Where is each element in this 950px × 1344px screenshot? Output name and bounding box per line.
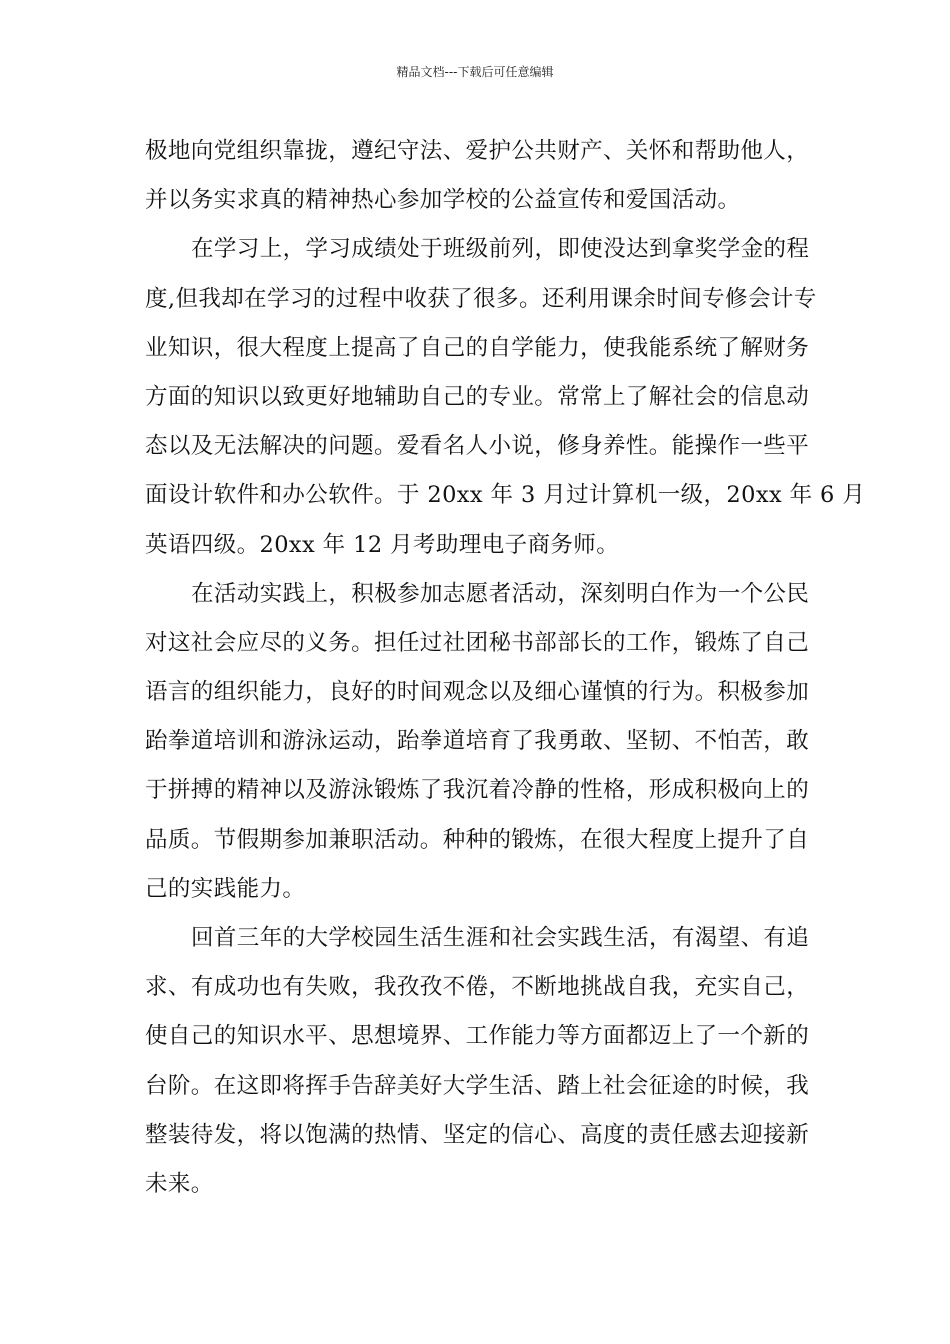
text-line: 英语四级。20xx 年 12 月考助理电子商务师。 (145, 531, 620, 558)
page-header: 精品文档---下载后可任意编辑 (396, 65, 554, 79)
text-line: 对这社会应尽的义务。担任过社团秘书部部长的工作，锻炼了自己 (145, 629, 810, 656)
text-line: 业知识，很大程度上提高了自己的自学能力，使我能系统了解财务 (145, 334, 810, 361)
text-line: 方面的知识以致更好地辅助自己的专业。常常上了解社会的信息动 (145, 383, 810, 410)
text-line: 面设计软件和办公软件。于 20xx 年 3 月过计算机一级，20xx 年 6 月 (145, 482, 866, 509)
text-line: 态以及无法解决的问题。爱看名人小说，修身养性。能操作一些平 (145, 433, 810, 460)
text-line: 使自己的知识水平、思想境界、工作能力等方面都迈上了一个新的 (145, 1023, 810, 1050)
text-line: 整装待发，将以饱满的热情、坚定的信心、高度的责任感去迎接新 (145, 1121, 810, 1148)
paragraph-activity-line: 在活动实践上，积极参加志愿者活动，深刻明白作为一个公民 (191, 580, 810, 607)
text-line: 并以务实求真的精神热心参加学校的公益宣传和爱国活动。 (145, 187, 741, 214)
text-line: 极地向党组织靠拢，遵纪守法、爱护公共财产、关怀和帮助他人， (145, 138, 810, 164)
text-line: 跆拳道培训和游泳运动，跆拳道培育了我勇敢、坚韧、不怕苦，敢 (145, 728, 810, 755)
text-line: 未来。 (145, 1170, 214, 1197)
text-line: 台阶。在这即将挥手告辞美好大学生活、踏上社会征途的时候，我 (145, 1072, 810, 1099)
text-line: 己的实践能力。 (145, 875, 306, 902)
text-line: 品质。节假期参加兼职活动。种种的锻炼，在很大程度上提升了自 (145, 826, 810, 853)
paragraph-review-line: 回首三年的大学校园生活生涯和社会实践生活，有渴望、有追 (191, 925, 810, 951)
paragraph-study-line: 在学习上，学习成绩处于班级前列，即使没达到拿奖学金的程 (191, 236, 810, 263)
text-line: 求、有成功也有失败，我孜孜不倦，不断地挑战自我，充实自己， (145, 974, 810, 1001)
text-line: 度,但我却在学习的过程中收获了很多。还利用课余时间专修会计专 (145, 285, 817, 312)
document-body (145, 127, 866, 1209)
text-line: 语言的组织能力，良好的时间观念以及细心谨慎的行为。积极参加 (145, 679, 810, 706)
text-line: 于拼搏的精神以及游泳锻炼了我沉着冷静的性格，形成积极向上的 (145, 777, 810, 804)
